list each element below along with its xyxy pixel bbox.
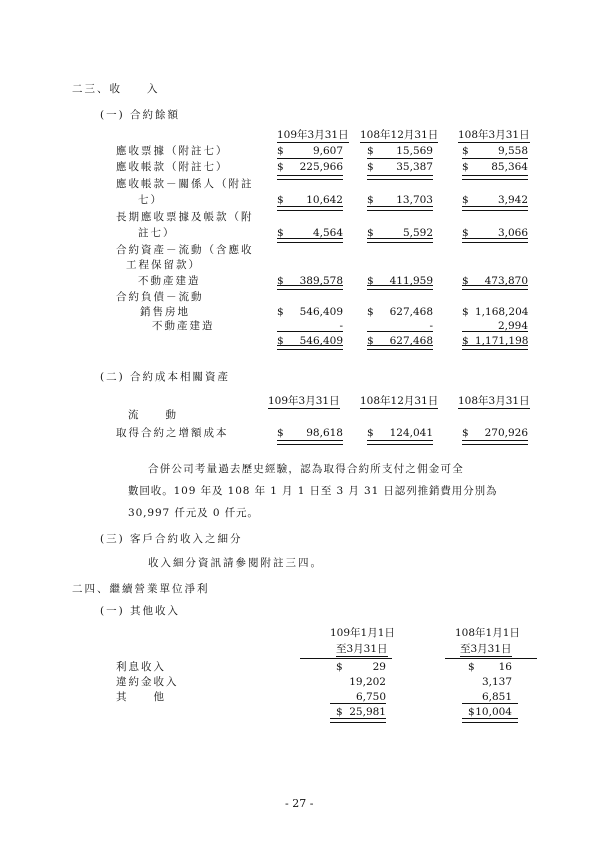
currency-symbol: $: [277, 145, 284, 157]
rule: [367, 175, 433, 180]
commission-note-paragraph: [128, 458, 528, 524]
cell-value: -: [429, 320, 433, 332]
subsection-revenue-breakdown-title: (三) 客戶合約收入之細分: [100, 533, 243, 545]
rule: [277, 345, 343, 350]
cost-cur-1: $: [277, 427, 284, 439]
rule: [367, 440, 433, 445]
income-col-header-2-line2: 至3月31日: [460, 643, 512, 655]
cell-value: -: [339, 320, 343, 332]
rule: [367, 206, 433, 211]
cell-value: 13,703: [396, 194, 433, 206]
rule: [462, 206, 528, 211]
cost-cur-2: $: [367, 427, 374, 439]
page-number: - 27 -: [285, 797, 314, 810]
row-label: 應收票據（附註七）: [116, 145, 229, 157]
subsection-other-income-title: (一) 其他收入: [100, 605, 181, 617]
currency-symbol: $: [277, 306, 284, 318]
cell-value: 546,409: [299, 306, 343, 318]
currency-symbol: $: [277, 194, 284, 206]
currency-symbol: $: [462, 145, 469, 157]
cell-value: 546,409: [299, 335, 343, 347]
cost-cur-3: $: [462, 427, 469, 439]
income-value: 16: [498, 661, 512, 673]
income-row-label: 利息收入: [116, 661, 166, 673]
currency-symbol: $: [277, 275, 284, 287]
cell-value: 2,994: [497, 320, 528, 332]
cell-value: 15,569: [396, 145, 433, 157]
cost-col-header-1: 109年3月31日: [268, 395, 340, 407]
currency-symbol: $: [462, 306, 469, 318]
cell-value: 1,171,198: [475, 335, 529, 347]
cell-value: 411,959: [389, 275, 433, 287]
row-label: 不動產建造: [138, 275, 201, 287]
cell-value: 627,468: [389, 335, 433, 347]
income-value: 25,981: [349, 706, 386, 718]
rule: [462, 238, 528, 243]
rule: [462, 331, 528, 332]
rule: [367, 331, 433, 332]
rule: [277, 440, 343, 445]
rule: [277, 285, 343, 290]
rule: [330, 703, 386, 704]
rule: [367, 345, 433, 350]
section-24-title: 二四、繼續營業單位淨利: [72, 583, 210, 595]
rule: [462, 285, 528, 290]
row-label: 七）: [138, 194, 163, 206]
currency-symbol: $: [277, 227, 284, 239]
income-row-label: 其 他: [116, 691, 166, 703]
currency-symbol: $: [367, 161, 374, 173]
currency-symbol: $: [277, 161, 284, 173]
rule: [277, 158, 343, 159]
rule: [277, 175, 343, 180]
col-header-2: 108年12月31日: [360, 129, 439, 141]
cell-value: 9,558: [497, 145, 528, 157]
row-label: 工程保留款）: [126, 259, 201, 271]
rule: [367, 285, 433, 290]
currency-symbol: $: [462, 227, 469, 239]
rule: [462, 345, 528, 350]
currency-symbol: $: [336, 661, 343, 673]
rule: [462, 718, 518, 723]
cell-value: 3,066: [497, 227, 528, 239]
income-col-header-2-line1: 108年1月1日: [455, 627, 520, 639]
row-label: 註七）: [138, 227, 176, 239]
cost-col-header-2: 108年12月31日: [360, 395, 439, 407]
currency-symbol: $: [367, 306, 374, 318]
paragraph-line: 30,997 仟元及 0 仟元。: [128, 507, 259, 519]
currency-symbol: $: [468, 706, 475, 718]
rule: [462, 440, 528, 445]
income-value: 19,202: [349, 676, 386, 688]
row-label: 應收帳款（附註七）: [116, 161, 229, 173]
rule: [277, 206, 343, 211]
currency-symbol: $: [462, 335, 469, 347]
currency-symbol: $: [367, 335, 374, 347]
cell-value: 473,870: [484, 275, 528, 287]
cell-value: 9,607: [312, 145, 343, 157]
row-label: 合約資產－流動（含應收: [116, 244, 254, 256]
currency-symbol: $: [462, 194, 469, 206]
cell-value: 225,966: [299, 161, 343, 173]
income-value: 6,750: [355, 691, 386, 703]
rule: [462, 158, 528, 159]
revenue-breakdown-text: 收入細分資訊請參閱附註三四。: [148, 557, 323, 569]
row-label: 長期應收票據及帳款（附: [116, 211, 254, 223]
cell-value: 389,578: [299, 275, 343, 287]
currency-symbol: $: [367, 275, 374, 287]
cost-col-header-3: 108年3月31日: [458, 395, 530, 407]
income-value: 3,137: [481, 676, 512, 688]
currency-symbol: $: [468, 661, 475, 673]
paragraph-line: 合併公司考量過去歷史經驗，認為取得合約所支付之佣金可全: [148, 463, 464, 475]
row-label: 應收帳款－關係人（附註: [116, 178, 254, 190]
income-value: 29: [372, 661, 386, 673]
rule: [277, 331, 343, 332]
cost-value-3: 270,926: [484, 427, 528, 439]
rule: [330, 718, 386, 723]
cell-value: 627,468: [389, 306, 433, 318]
cell-value: 5,592: [402, 227, 433, 239]
col-header-3: 108年3月31日: [458, 129, 530, 141]
cell-value: 4,564: [312, 227, 343, 239]
cost-value-2: 124,041: [389, 427, 433, 439]
rule: [462, 703, 518, 704]
cell-value: 3,942: [497, 194, 528, 206]
cell-value: 85,364: [491, 161, 528, 173]
income-row-label: 違約金收入: [116, 676, 179, 688]
row-label: 合約負債－流動: [116, 291, 204, 303]
income-col-header-1-line2: 至3月31日: [336, 643, 388, 655]
income-col-header-1-line1: 109年1月1日: [330, 627, 395, 639]
cell-value: 35,387: [396, 161, 433, 173]
row-label: 不動產建造: [152, 320, 215, 332]
rule: [277, 238, 343, 243]
income-value: 10,004: [475, 706, 512, 718]
currency-symbol: $: [336, 706, 343, 718]
rule: [445, 658, 537, 659]
col-header-1: 109年3月31日: [277, 129, 349, 141]
rule: [300, 658, 392, 659]
currency-symbol: $: [367, 227, 374, 239]
currency-symbol: $: [367, 194, 374, 206]
cost-row-label-incremental: 取得合約之增額成本: [116, 427, 229, 439]
section-23-title: 二三、收 入: [72, 83, 160, 95]
rule: [367, 158, 433, 159]
cost-row-label-current: 流 動: [128, 409, 178, 421]
income-value: 6,851: [481, 691, 512, 703]
currency-symbol: $: [462, 161, 469, 173]
cost-value-1: 98,618: [306, 427, 343, 439]
cell-value: 10,642: [306, 194, 343, 206]
row-label: 銷售房地: [140, 306, 190, 318]
rule: [462, 175, 528, 180]
subsection-contract-cost-title: (二) 合約成本相關資產: [100, 371, 231, 383]
currency-symbol: $: [462, 275, 469, 287]
paragraph-line: 數回收。109 年及 108 年 1 月 1 日至 3 月 31 日認列推銷費用分別為: [128, 485, 498, 497]
subsection-contract-balance-title: (一) 合約餘額: [100, 109, 181, 121]
currency-symbol: $: [367, 145, 374, 157]
currency-symbol: $: [277, 335, 284, 347]
cell-value: 1,168,204: [475, 306, 529, 318]
rule: [367, 238, 433, 243]
